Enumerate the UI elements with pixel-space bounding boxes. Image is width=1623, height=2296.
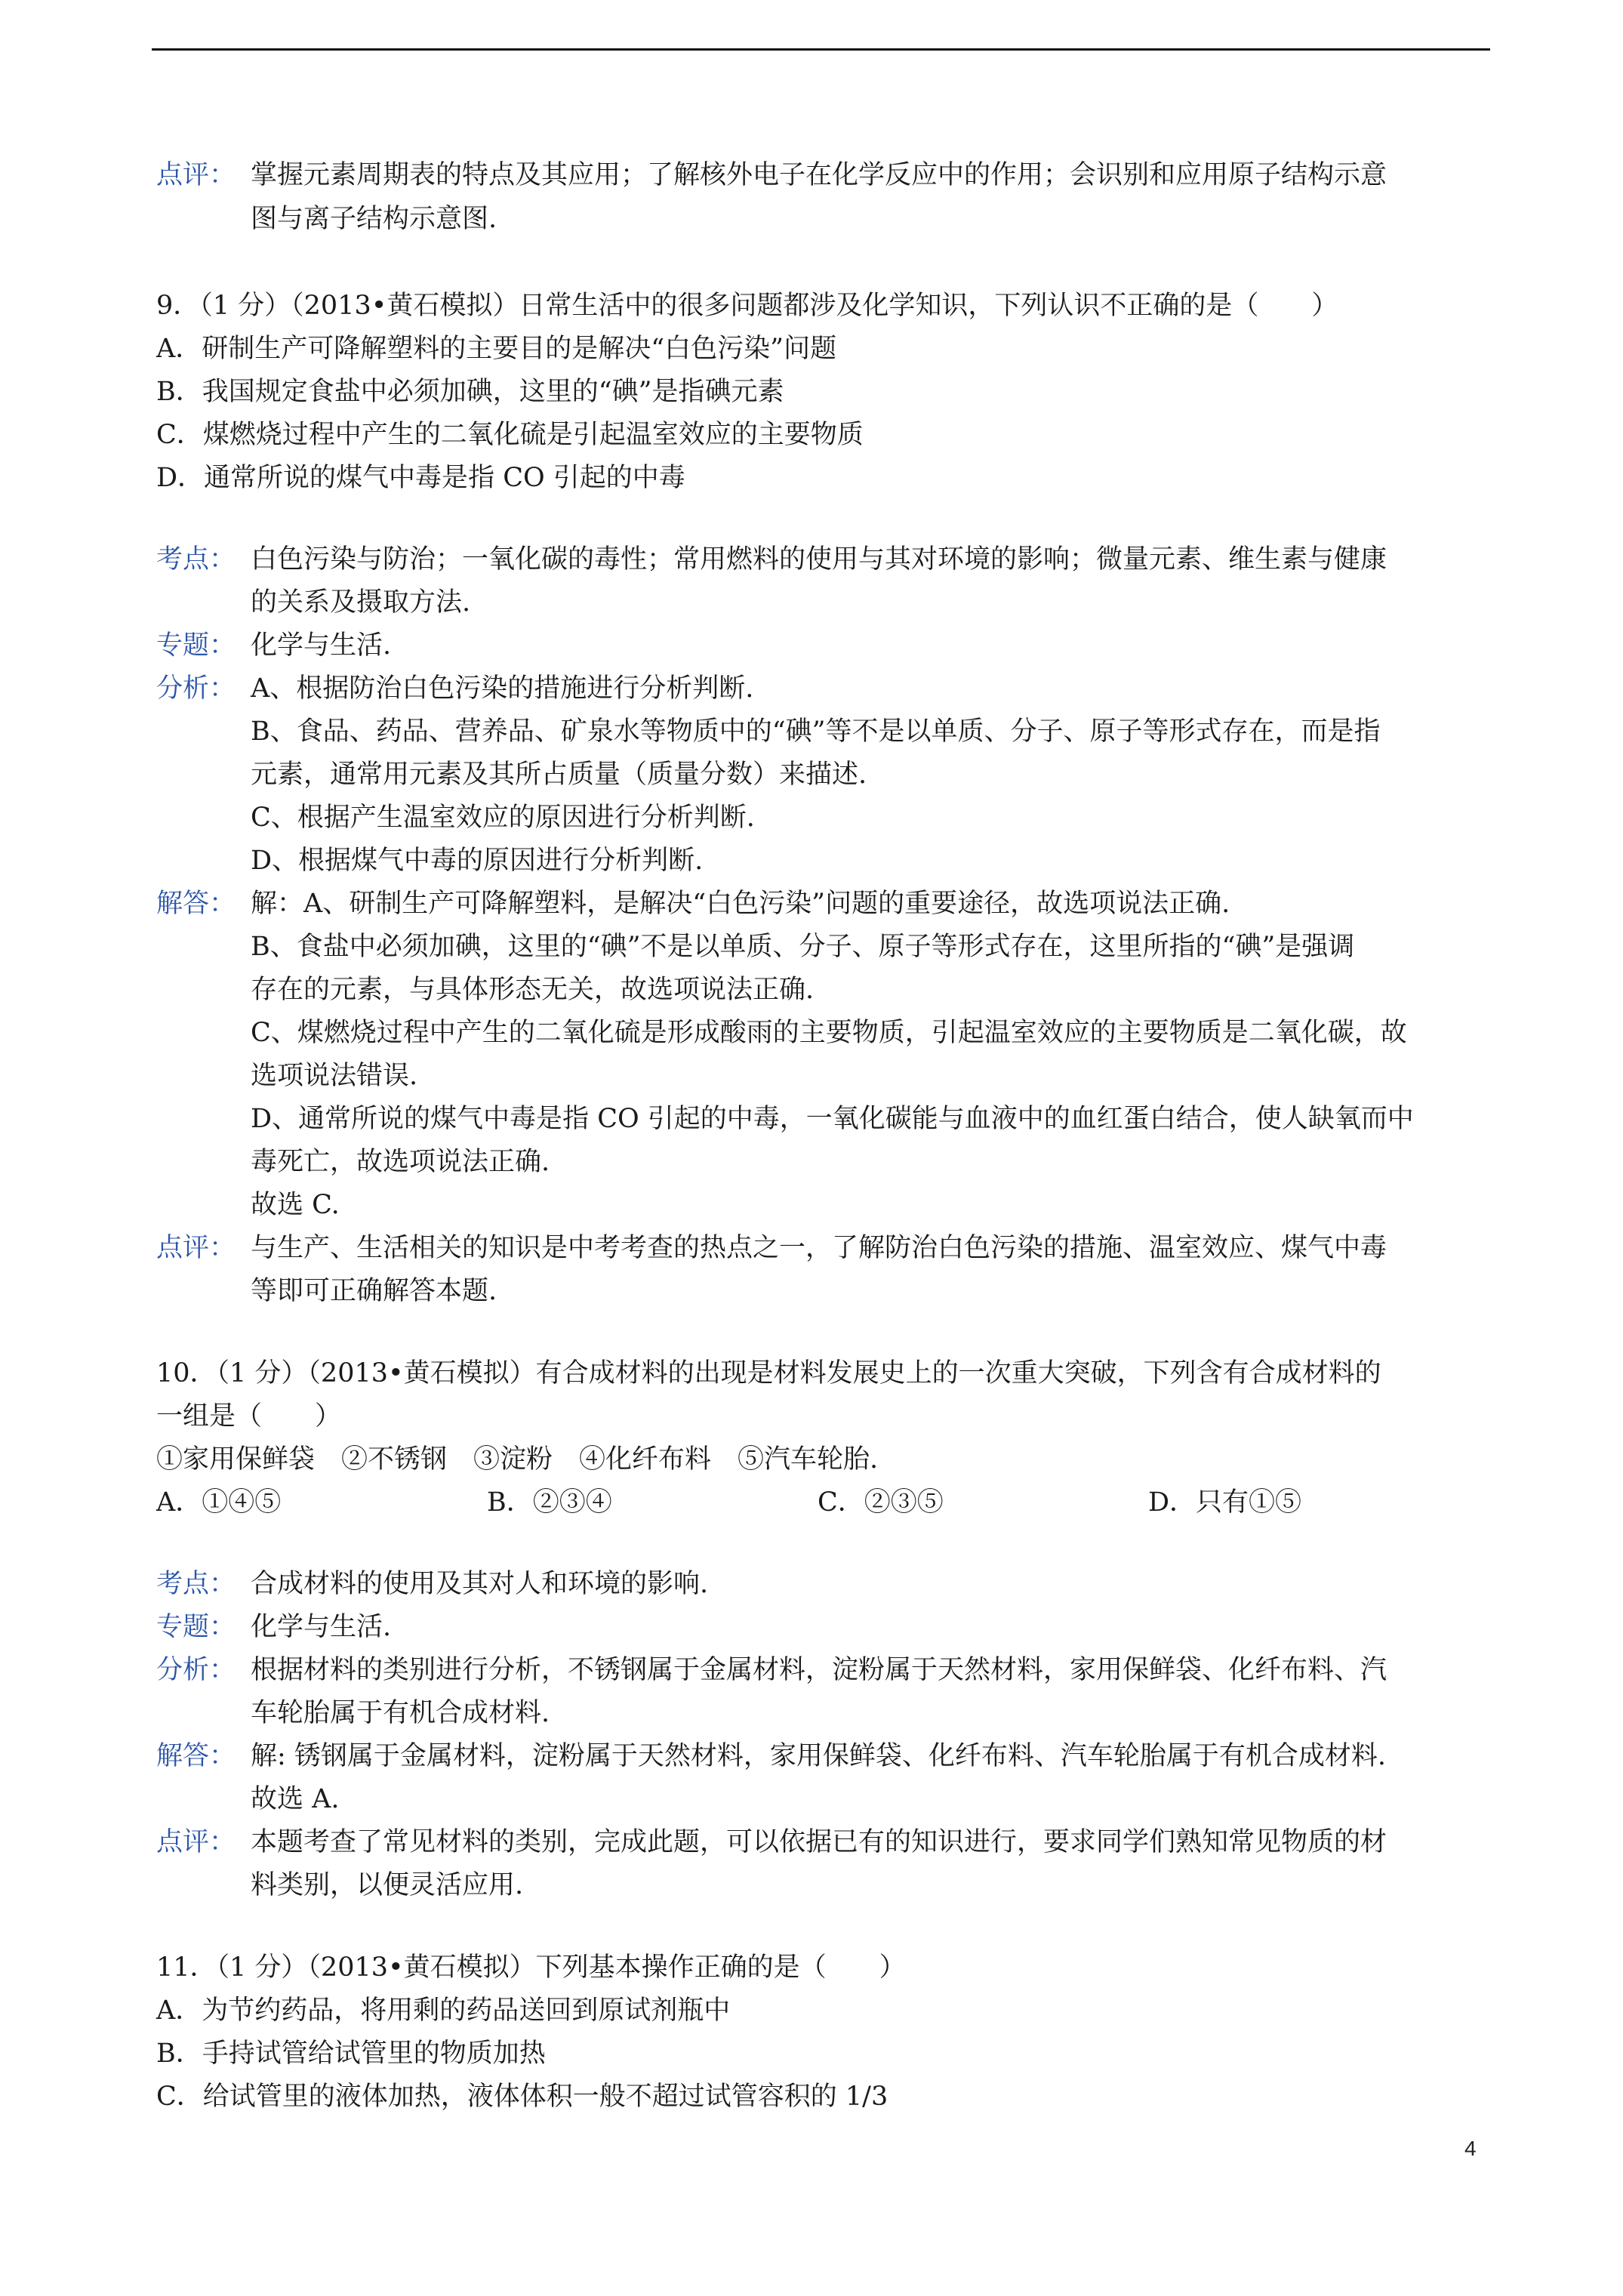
q9-dianping-line-2: 等即可正确解答本题.	[251, 1276, 497, 1306]
q10-items: ①家用保鲜袋 ②不锈钢 ③淀粉 ④化纤布料 ⑤汽车轮胎.	[156, 1444, 879, 1475]
q9-option-d: D．通常所说的煤气中毒是指 CO 引起的中毒	[156, 463, 685, 493]
q9-fenxi-line-3: 元素，通常用元素及其所占质量（质量分数）来描述.	[251, 760, 867, 790]
q9-option-a: A．研制生产可降解塑料的主要目的是解决“白色污染”问题	[156, 334, 837, 364]
q9-zhuanti: 化学与生活.	[251, 630, 392, 661]
q10-zhuanti: 化学与生活.	[251, 1612, 392, 1642]
q9-label-fenxi: 分析：	[156, 673, 236, 704]
q10-label-jieda: 解答：	[156, 1741, 236, 1771]
page-number: 4	[1464, 2137, 1477, 2160]
q9-label-kaodian: 考点：	[156, 544, 236, 575]
q9-fenxi-line-5: D、根据煤气中毒的原因进行分析判断.	[251, 846, 704, 876]
q9-label-zhuanti: 专题：	[156, 630, 236, 661]
q9-jieda-line-4: C、煤燃烧过程中产生的二氧化硫是形成酸雨的主要物质，引起温室效应的主要物质是二氧化碳，故	[251, 1018, 1407, 1048]
q10-jieda-line-1: 解: 锈钢属于金属材料，淀粉属于天然材料，家用保鲜袋、化纤布料、汽车轮胎属于有机合成材料.	[251, 1741, 1387, 1771]
q9-fenxi-line-2: B、食品、药品、营养品、矿泉水等物质中的“碘”等不是以单质、分子、原子等形式存在，而是指	[251, 717, 1381, 747]
q10-option-b: B．②③④	[487, 1487, 612, 1518]
q10-kaodian: 合成材料的使用及其对人和环境的影响.	[251, 1569, 709, 1599]
q9-option-b: B．我国规定食盐中必须加碘，这里的“碘”是指碘元素	[156, 377, 784, 407]
q10-option-d: D．只有①⑤	[1148, 1487, 1302, 1518]
q10-label-fenxi: 分析：	[156, 1655, 236, 1685]
q9-jieda-line-5: 选项说法错误.	[251, 1061, 418, 1091]
q9-option-c: C．煤燃烧过程中产生的二氧化硫是引起温室效应的主要物质	[156, 420, 864, 450]
q10-label-dianping: 点评：	[156, 1827, 236, 1857]
q9-jieda-line-2: B、食盐中必须加碘，这里的“碘”不是以单质、分子、原子等形式存在，这里所指的“碘”是强调	[251, 932, 1355, 962]
q9-kaodian-line-1: 白色污染与防治；一氧化碳的毒性；常用燃料的使用与其对环境的影响；微量元素、维生素与健康	[251, 544, 1387, 575]
q10-option-a: A．①④⑤	[156, 1487, 282, 1518]
q9-kaodian-line-2: 的关系及摄取方法.	[251, 587, 471, 618]
q9-jieda-line-1: 解：A、研制生产可降解塑料，是解决“白色污染”问题的重要途径，故选项说法正确.	[251, 889, 1230, 919]
q9-label-jieda: 解答：	[156, 889, 236, 919]
header-rule	[152, 48, 1490, 51]
prev-dianping-line-1: 掌握元素周期表的特点及其应用；了解核外电子在化学反应中的作用；会识别和应用原子结构示意	[251, 160, 1387, 190]
q9-label-dianping: 点评：	[156, 1233, 236, 1263]
q11-option-c: C．给试管里的液体加热，液体体积一般不超过试管容积的 1/3	[156, 2082, 888, 2112]
q10-dianping-line-1: 本题考查了常见材料的类别，完成此题，可以依据已有的知识进行，要求同学们熟知常见物质的材	[251, 1827, 1387, 1857]
q9-jieda-line-6: D、通常所说的煤气中毒是指 CO 引起的中毒，一氧化碳能与血液中的血红蛋白结合，使人缺氧而中	[251, 1104, 1414, 1134]
q9-jieda-line-8: 故选 C.	[251, 1190, 340, 1220]
prev-dianping-line-2: 图与离子结构示意图.	[251, 204, 497, 234]
q9-jieda-line-7: 毒死亡，故选项说法正确.	[251, 1147, 550, 1177]
q10-label-kaodian: 考点：	[156, 1569, 236, 1599]
q9-dianping-line-1: 与生产、生活相关的知识是中考考查的热点之一，了解防治白色污染的措施、温室效应、煤气中毒	[251, 1233, 1387, 1263]
q11-stem: 11．（1 分）（2013•黄石模拟）下列基本操作正确的是（ ）	[156, 1952, 906, 1983]
q9-fenxi-line-4: C、根据产生温室效应的原因进行分析判断.	[251, 803, 755, 833]
q10-stem-line-1: 10．（1 分）（2013•黄石模拟）有合成材料的出现是材料发展史上的一次重大突破，下列含有合成材料的	[156, 1358, 1381, 1388]
q9-stem: 9．（1 分）（2013•黄石模拟）日常生活中的很多问题都涉及化学知识，下列认识不正确的是（ ）	[156, 291, 1338, 321]
q10-stem-line-2: 一组是（ ）	[156, 1401, 342, 1432]
q10-dianping-line-2: 料类别，以便灵活应用.	[251, 1870, 524, 1900]
q9-jieda-line-3: 存在的元素，与具体形态无关，故选项说法正确.	[251, 975, 815, 1005]
q10-option-c: C．②③⑤	[818, 1487, 944, 1518]
q11-option-a: A．为节约药品，将用剩的药品送回到原试剂瓶中	[156, 1996, 731, 2026]
q9-fenxi-line-1: A、根据防治白色污染的措施进行分析判断.	[251, 673, 754, 704]
q10-fenxi-line-1: 根据材料的类别进行分析，不锈钢属于金属材料，淀粉属于天然材料，家用保鲜袋、化纤布料、汽	[251, 1655, 1387, 1685]
label-dianping: 点评：	[156, 160, 236, 190]
q10-label-zhuanti: 专题：	[156, 1612, 236, 1642]
q10-jieda-line-2: 故选 A.	[251, 1784, 340, 1814]
q10-fenxi-line-2: 车轮胎属于有机合成材料.	[251, 1698, 550, 1728]
q11-option-b: B．手持试管给试管里的物质加热	[156, 2039, 546, 2069]
